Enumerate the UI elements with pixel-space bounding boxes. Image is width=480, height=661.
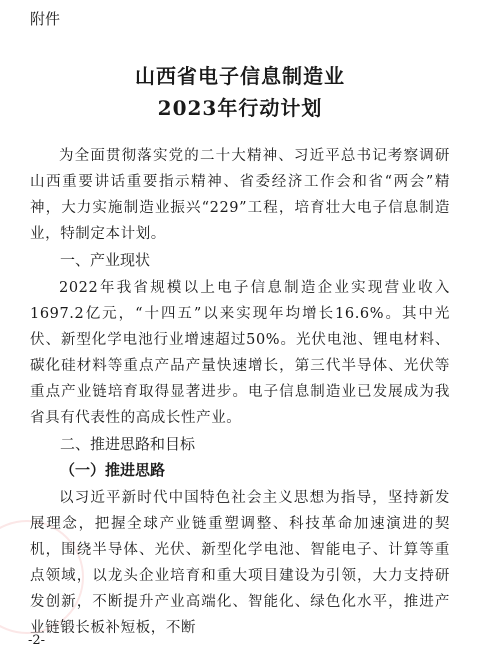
page-number: -2- <box>28 633 46 648</box>
section-heading-approach-goals: 二、推进思路和目标 <box>60 435 196 453</box>
intro-paragraph: 为全面贯彻落实党的二十大精神、习近平总书记考察调研山西重要讲话重要指示精神、省委经济工作会和省“两会”精神，大力实施制造业振兴“229”工程，培育壮大电子信息制造业，特制定本计划。 <box>30 148 450 242</box>
approach-paragraph: 以习近平新时代中国特色社会主义思想为指导，坚持新发展理念，把握全球产业链重塑调整、科技革命加速演进的契机，围绕半导体、光伏、新型化学电池、智能电子、计算等重点领域，以龙头企业培育和重大项目建设为引领，大力支持研发创新，不断提升产业高端化、智能化、绿色化水平，推进产业链锻长板补短板，不断 <box>30 490 450 636</box>
subsection-heading-approach: （一）推进思路 <box>60 461 166 479</box>
document-title-line2: 2023年行动计划 <box>157 96 323 120</box>
industry-status-paragraph: 2022年我省规模以上电子信息制造企业实现营业收入1697.2亿元，“十四五”以来实现年均增长16.6%。其中光伏、新型化学电池行业增速超过50%。光伏电池、锂电材料、碳化硅材料等重点产品产量快速增长，第三代半导体、光伏等重点产业链培育取得显著进步。电子信息制造业已发展成为我省具有代表性的高成长性产业。 <box>30 280 450 426</box>
document-title-line1: 山西省电子信息制造业 <box>135 64 345 88</box>
attachment-label: 附件 <box>30 10 61 28</box>
section-heading-industry-status: 一、产业现状 <box>60 251 151 269</box>
